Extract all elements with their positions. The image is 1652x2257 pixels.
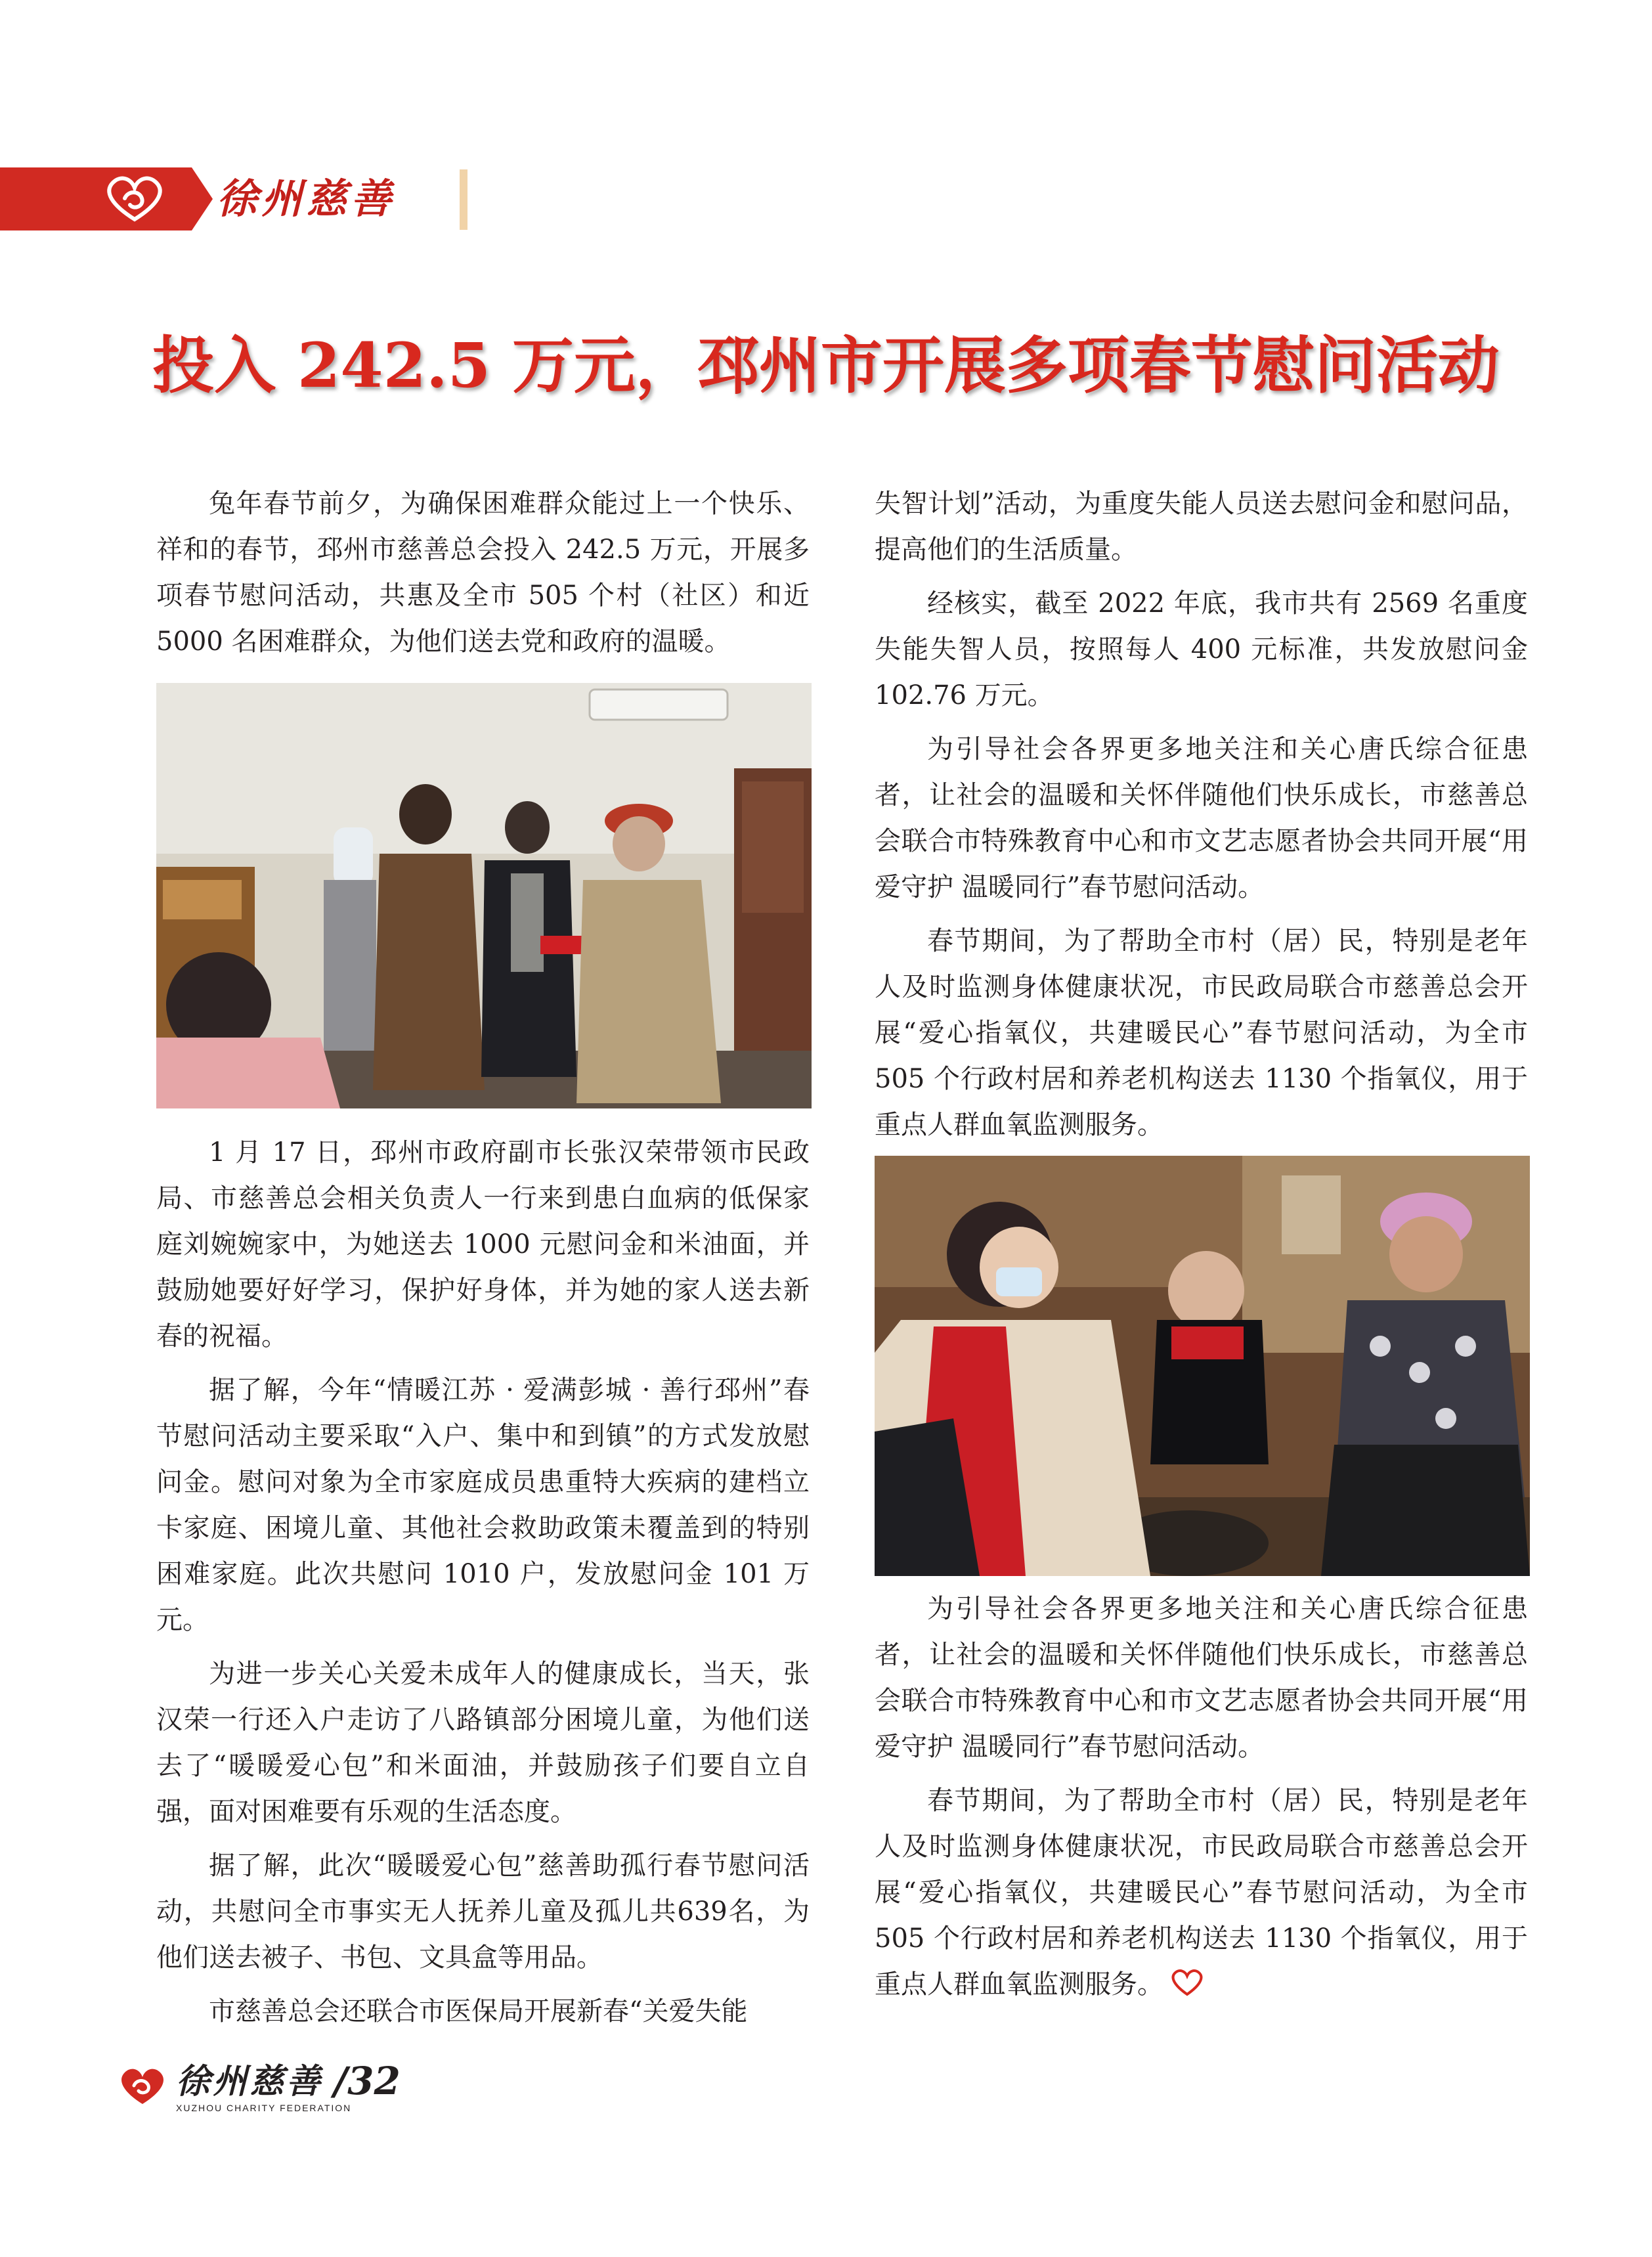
paragraph: 经核实，截至 2022 年底，我市共有 2569 名重度失能失智人员，按照每人 400 元标准，共发放慰问金 102.76 万元。 <box>875 588 1528 711</box>
paragraph-last <box>875 1778 1528 2007</box>
charity-heart-logo-icon <box>113 2063 172 2109</box>
paragraph: 春节期间，为了帮助全市村（居）民，特别是老年人及时监测身体健康状况，市民政局联合市慈善总会开展“爱心指氧仪，共建暖民心”春节慰问活动，为全市 505 个行政村居和养老机构送去 1130 个指氧仪，用于重点人群血氧监测服务。 <box>875 926 1528 1140</box>
charity-heart-logo-icon <box>98 172 171 226</box>
left-column-top <box>156 481 810 672</box>
header-accent-bar <box>460 169 467 230</box>
paragraph: 为引导社会各界更多地关注和关心唐氏综合征患者，让社会的温暖和关怀伴随他们快乐成长，市慈善总会联合市特殊教育中心和市文艺志愿者协会共同开展“用爱守护 温暖同行”春节慰问活动。 <box>875 734 1528 902</box>
paragraph: 市慈善总会还联合市医保局开展新春“关爱失能 <box>209 1996 748 2027</box>
paragraph: 据了解，今年“情暖江苏 · 爱满彭城 · 善行邳州”春节慰问活动主要采取“入户、集中和到镇”的方式发放慰问金。慰问对象为全市家庭成员患重特大疾病的建档立卡家庭、困境儿童、其他社会救助政策未覆盖到的特别困难家庭。此次共慰问 1010 户，发放慰问金 101 万元。 <box>156 1375 810 1635</box>
right-column-bottom <box>875 1586 1528 2015</box>
paragraph: 兔年春节前夕，为确保困难群众能过上一个快乐、祥和的春节，邳州市慈善总会投入 242.5 万元，开展多项春节慰问活动，共惠及全市 505 个村（社区）和近 5000 名困难群众，为他们送去党和政府的温暖。 <box>156 489 810 657</box>
paragraph-continued: 失智计划”活动，为重度失能人员送去慰问金和慰问品，提高他们的生活质量。 <box>875 489 1528 565</box>
footer-magazine-title: 徐州慈善 <box>176 2061 324 2101</box>
heart-outline-icon <box>1169 1968 1206 1997</box>
photo-visit-family-image <box>156 683 812 1108</box>
left-column-bottom <box>156 1129 810 2042</box>
paragraph: 据了解，此次“暖暖爱心包”慈善助孤行春节慰问活动，共慰问全市事实无人抚养儿童及孤儿共639名，为他们送去被子、书包、文具盒等用品。 <box>156 1851 810 1973</box>
article-headline: 投入 242.5 万元，邳州市开展多项春节慰问活动 <box>152 330 1500 402</box>
paragraph-text: 春节期间，为了帮助全市村（居）民，特别是老年人及时监测身体健康状况，市民政局联合市慈善总会开展“爱心指氧仪，共建暖民心”春节慰问活动，为全市 505 个行政村居和养老机构送去 1130 个指氧仪，用于重点人群血氧监测服务。 <box>875 1786 1528 2000</box>
paragraph: 1 月 17 日，邳州市政府副市长张汉荣带领市民政局、市慈善总会相关负责人一行来到患白血病的低保家庭刘婉婉家中，为她送去 1000 元慰问金和米油面，并鼓励她要好好学习，保护好身体，并为她的家人送去新春的祝福。 <box>156 1137 810 1351</box>
photo-visit-family <box>156 683 812 1108</box>
photo-visit-child-image <box>875 1156 1530 1576</box>
right-column-top <box>875 481 1528 1156</box>
paragraph: 为进一步关心关爱未成年人的健康成长，当天，张汉荣一行还入户走访了八路镇部分困境儿童，为他们送去了“暖暖爱心包”和米面油，并鼓励孩子们要自立自强，面对困难要有乐观的生活态度。 <box>156 1659 810 1827</box>
page-number: /32 <box>334 2059 401 2103</box>
magazine-title: 徐州慈善 <box>217 175 396 223</box>
photo-visit-child <box>875 1156 1530 1576</box>
footer-english-name: XUZHOU CHARITY FEDERATION <box>176 2103 352 2113</box>
paragraph: 为引导社会各界更多地关注和关心唐氏综合征患者，让社会的温暖和关怀伴随他们快乐成长，市慈善总会联合市特殊教育中心和市文艺志愿者协会共同开展“用爱守护 温暖同行”春节慰问活动。 <box>875 1594 1528 1762</box>
